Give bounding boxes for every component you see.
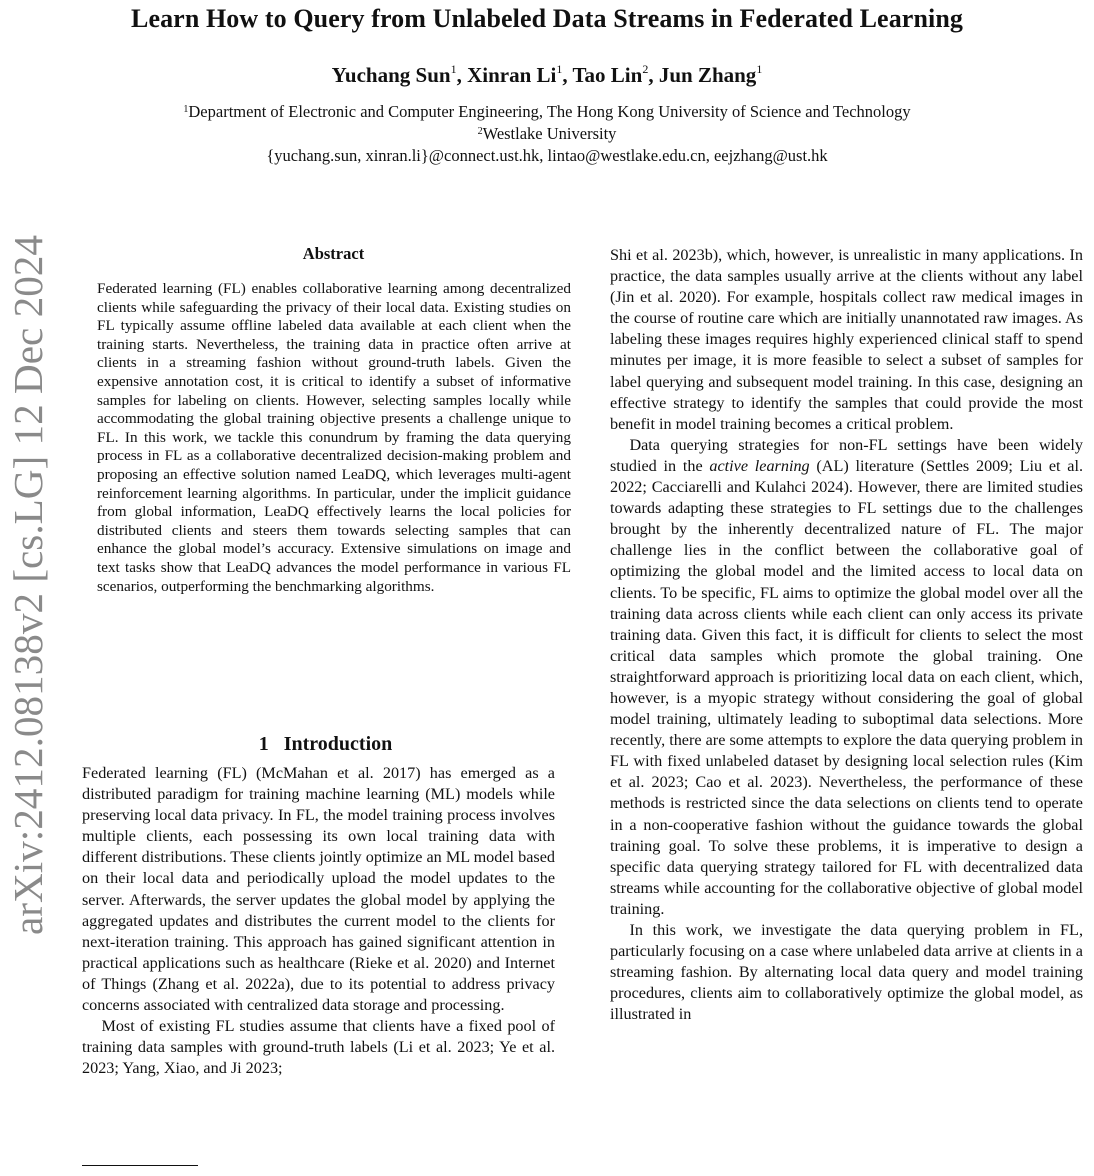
author-affiliation-mark: 1: [756, 62, 763, 76]
author-name: Xinran Li: [467, 63, 557, 87]
right-column-body: [610, 245, 1083, 1025]
author-list: Yuchang Sun$^1$, Xinran Li$^1$, Tao Lin$^2$, Jun Zhang$^1$: [331, 62, 763, 87]
paragraph: Data querying strategies for non-FL settings have been widely studied in the active learning (AL) literature (Settles 2009; Liu et al. 2022; Cacciarelli and Kulahci 2024). However, there are limited studies towards adapting these strategies to FL settings due to the challenges brought by the inherently decentralized nature of FL. The major challenge lies in the conflict between the collaborative goal of optimizing the global model and the limited access to local data on clients. To be specific, FL aims to optimize the global model over all the training data across clients while each client can only access its private training data. Given this fact, it is difficult for clients to select the most critical data samples which promote the global training. One straightforward approach is prioritizing local data on each client, which, however, is a myopic strategy without considering the goal of global model training, ultimately leading to suboptimal data selections. More recently, there are some attempts to explore the data querying problem in FL with fixed unlabeled dataset by designing local selection rules (Kim et al. 2023; Cao et al. 2023). Nevertheless, the performance of these methods is restricted since the data selections on clients tend to operate in a non-cooperative fashion without the guidance towards the global training goal. To solve these problems, it is imperative to design a specific data querying strategy tailored for FL with decentralized data streams while accounting for the collaborative objective of global model training.: [610, 435, 1083, 918]
affiliation-2: $^2$Westlake University: [477, 124, 617, 143]
author-name: Yuchang Sun: [331, 63, 451, 87]
introduction-body: [82, 763, 555, 1079]
paper-title: Learn How to Query from Unlabeled Data Streams in Federated Learning: [131, 4, 963, 33]
section-heading-introduction: 1 Introduction: [258, 733, 393, 755]
paragraph: In this work, we investigate the data querying problem in FL, particularly focusing on a case where unlabeled data arrive at clients in a streaming fashion. By alternating local data query and model training procedures, clients aim to collaboratively optimize the global model, as illustrated in: [610, 921, 1083, 1024]
author-emails: {yuchang.sun, xinran.li}@connect.ust.hk, lintao@westlake.edu.cn, eejzhang@ust.hk: [266, 146, 828, 165]
arxiv-stamp: [0, 230, 56, 940]
author-affiliation-mark: 2: [642, 62, 649, 76]
footnote-rule: [82, 1165, 198, 1166]
emphasis: active learning: [709, 456, 810, 475]
affiliation-1: $^1$Department of Electronic and Computer Engineering, The Hong Kong University of Science and Technology: [183, 102, 911, 121]
abstract-heading: Abstract: [302, 244, 365, 263]
author-affiliation-mark: 1: [450, 62, 457, 76]
paragraph: Most of existing FL studies assume that clients have a fixed pool of training data samples with ground-truth labels (Li et al. 2023; Ye et al. 2023; Yang, Xiao, and Ji 2023;: [82, 1017, 555, 1078]
arxiv-identifier: arXiv:2412.08138v2 [cs.LG] 12 Dec 2024: [5, 238, 51, 935]
abstract-text: Federated learning (FL) enables collaborative learning among decentralized clients while safeguarding the privacy of their local data. Existing studies on FL typically assume offline labeled data available at each client when the training starts. Nevertheless, the training data in practice often arrive at clients in a streaming fashion without ground-truth labels. Given the expensive annotation cost, it is critical to identify a subset of informative samples for labeling on clients. However, selecting samples locally while accommodating the global training objective presents a challenge unique to FL. In this work, we tackle this conundrum by framing the data querying process in FL as a collaborative decentralized decision-making problem and proposing an effective solution named LeaDQ, which leverages multi-agent reinforcement learning algorithms. In particular, under the implicit guidance from global information, LeaDQ effectively learns the local policies for distributed clients and steers them towards selecting samples that can enhance the global model’s accuracy. Extensive simulations on image and text tasks show that LeaDQ advances the model performance in various FL scenarios, outperforming the benchmarking algorithms.: [97, 280, 571, 595]
paragraph: Federated learning (FL) (McMahan et al. 2017) has emerged as a distributed paradigm for training machine learning (ML) models while preserving local data privacy. In FL, the model training process involves multiple clients, each possessing its own local training data with different distributions. These clients jointly optimize an ML model based on their local data and periodically upload the model updates to the server. Afterwards, the server updates the global model by applying the aggregated updates and distributes the current model to the clients for next-iteration training. This approach has gained significant attention in practical applications such as healthcare (Rieke et al. 2020) and Internet of Things (Zhang et al. 2022a), due to its potential to address privacy concerns associated with centralized data storage and processing.: [82, 764, 555, 1015]
paragraph: Shi et al. 2023b), which, however, is unrealistic in many applications. In practice, the data samples usually arrive at the clients without any label (Jin et al. 2020). For example, hospitals collect raw medical images in the course of routine care which are initially unannotated raw images. As labeling these images requires highly experienced clinical staff to spend minutes per image, it is more feasible to select a subset of samples for label querying and subsequent model training. In this case, designing an effective strategy to identify the samples that could provide the most benefit in model training becomes a critical problem.: [610, 246, 1083, 433]
author-name: Jun Zhang: [658, 63, 757, 87]
affiliations: [0, 101, 1094, 167]
author-affiliation-mark: 1: [556, 62, 563, 76]
author-name: Tao Lin: [572, 63, 643, 87]
